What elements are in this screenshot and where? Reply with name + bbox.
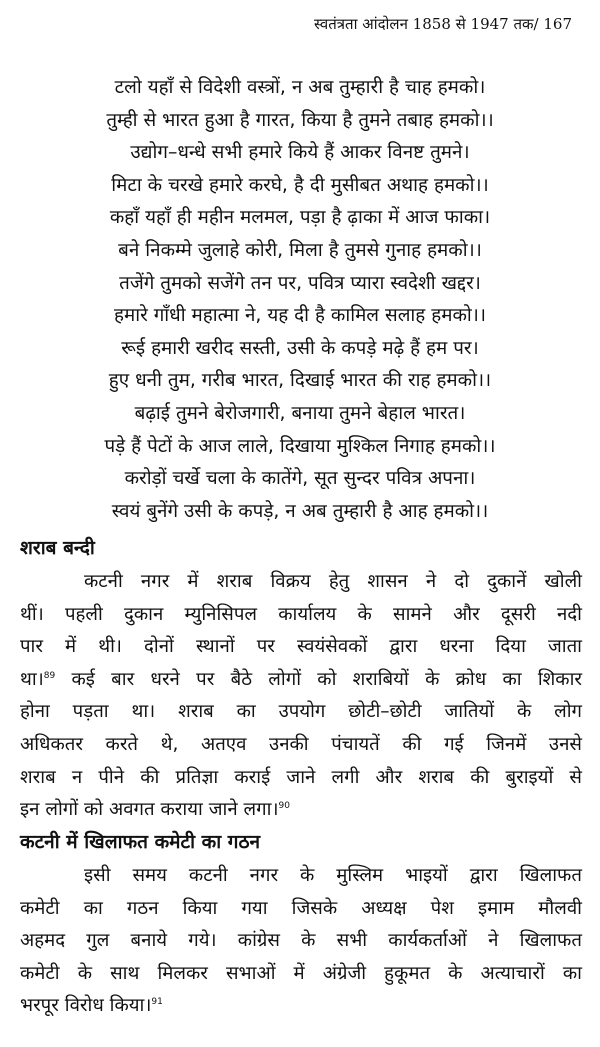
poem-line: बने निकम्मे जुलाहे कोरी, मिला है तुमसे गुनाह हमको।। (118, 239, 482, 261)
paragraph-line: शराब न पीने की प्रतिज्ञा कराई जाने लगी और शराब की बुराइयों से (20, 766, 582, 788)
paragraph-line: कमेटी के साथ मिलकर सभाओं में अंग्रेजी हुकूमत के अत्याचारों का (20, 962, 582, 984)
paragraph-line: कमेटी का गठन किया गया जिसके अध्यक्ष पेश इमाम मौलवी (20, 897, 582, 919)
poem-line: कहाँ यहाँ ही महीन मलमल, पड़ा है ढ़ाका में आज फाका। (109, 207, 491, 229)
poem-line: स्वयं बुनेंगे उसी के कपड़े, न अब तुम्हारी है आह हमको।। (111, 500, 489, 522)
paragraph-line: होना पड़ता था। शराब का उपयोग छोटी–छोटी जातियों के लोग (20, 701, 582, 723)
poem-line: तजेंगे तुमको सजेंगे तन पर, पवित्र प्यारा स्वदेशी खद्दर। (119, 272, 481, 294)
paragraph-line (20, 664, 582, 697)
paragraph-prohibition (20, 566, 582, 827)
line-text: भरपूर विरोध किया। (20, 995, 152, 1017)
poem-line: बढ़ाई तुमने बेरोजगारी, बनाया तुमने बेहाल भारत। (134, 402, 466, 424)
poem-line: पड़े हैं पेटों के आज लाले, दिखाया मुश्किल निगाह हमको।। (104, 435, 496, 457)
paragraph-line (20, 794, 582, 827)
poem-line: मिटा के चरखे हमारे करघे, है दी मुसीबत अथाह हमको।। (111, 174, 489, 196)
paragraph-line (20, 990, 582, 1023)
section-heading-khilafat: कटनी में खिलाफत कमेटी का गठन (20, 831, 261, 853)
poem-line: करोड़ों चर्खे चला के कातेंगे, सूत सुन्दर पवित्र अपना। (124, 468, 476, 490)
poem-line: उद्योग–धन्धे सभी हमारे किये हैं आकर विनष्ट तुमने। (130, 142, 470, 164)
poem-line: हमारे गाँधी महात्मा ने, यह दी है कामिल सलाह हमको।। (114, 305, 486, 327)
paragraph-khilafat (20, 860, 582, 1023)
paragraph-line: कटनी नगर में शराब विक्रय हेतु शासन ने दो दुकानें खोली (84, 571, 582, 592)
section-heading-prohibition: शराब बन्दी (20, 537, 95, 559)
poem-line: रूई हमारी खरीद सस्ती, उसी के कपड़े मढ़े हैं हम पर। (121, 337, 479, 359)
paragraph-line: इसी समय कटनी नगर के मुस्लिम भाइयों द्वारा खिलाफत (84, 865, 582, 886)
running-header: स्वतंत्रता आंदोलन 1858 से 1947 तक/ 167 (314, 15, 572, 33)
paragraph-line: पार में थी। दोनों स्थानों पर स्वयंसेवकों द्वारा धरना दिया जाता (20, 636, 582, 658)
footnote-ref: 90 (278, 800, 290, 811)
poem-block (8, 72, 592, 528)
footnote-ref: 91 (151, 997, 163, 1008)
line-text: इन लोगों को अवगत कराया जाने लगा। (20, 799, 279, 821)
paragraph-line: थीं। पहली दुकान म्युनिसिपल कार्यालय के सामने और दूसरी नदी (20, 603, 582, 625)
footnote-ref: 89 (43, 670, 56, 681)
line-text: था। (20, 668, 44, 690)
paragraph-line: अधिकतर करते थे, अतएव उनकी पंचायतें की गई जिनमें उनसे (20, 733, 582, 755)
paragraph-line: अहमद गुल बनाये गये। कांग्रेस के सभी कार्यकर्ताओं ने खिलाफत (20, 930, 582, 952)
poem-line: तुम्ही से भारत हुआ है गारत, किया है तुमने तबाह हमको।। (106, 109, 494, 131)
line-text: कई बार धरने पर बैठे लोगों को शराबियों के क्रोध का शिकार (55, 668, 582, 690)
poem-line: टलो यहाँ से विदेशी वस्त्रों, न अब तुम्हारी है चाह हमको। (114, 77, 486, 98)
poem-line: हुए धनी तुम, गरीब भारत, दिखाई भारत की राह हमको।। (108, 370, 492, 392)
